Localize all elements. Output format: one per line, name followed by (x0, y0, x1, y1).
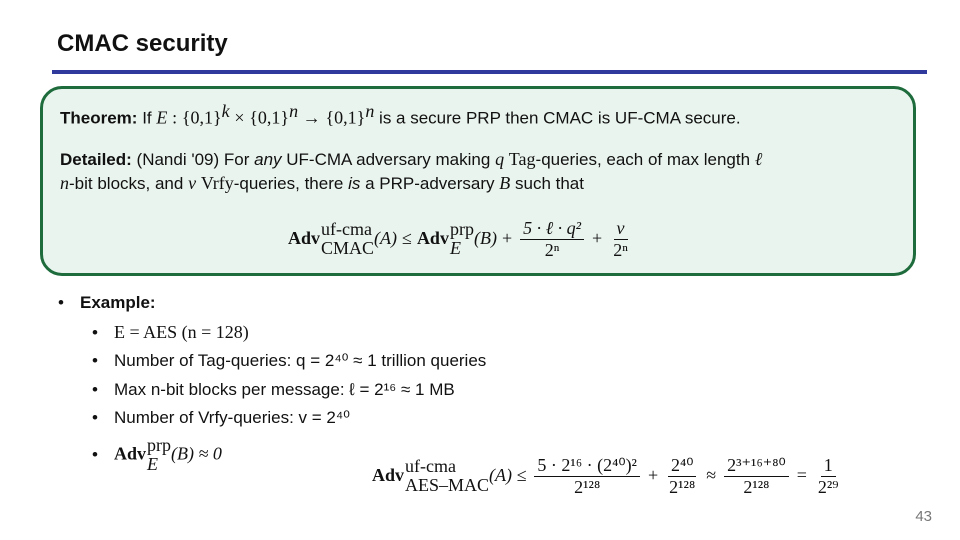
bullet: • (92, 351, 98, 370)
detailed-line-2 (60, 173, 584, 194)
theorem-E: E (156, 107, 168, 128)
example-item-2 (92, 351, 486, 371)
formula-sub-1: CMAC (321, 238, 375, 259)
example-item-5-sub: E (147, 454, 159, 475)
theorem-if: If (142, 108, 152, 128)
detailed-q: q (495, 149, 505, 169)
final-f2-num: 2⁴⁰ (668, 455, 697, 477)
theorem-domain-1: {0,1} (181, 107, 222, 128)
detailed-any: any (254, 150, 282, 169)
final-eq: = (796, 464, 807, 485)
theorem-arrow: → (302, 107, 321, 128)
final-adv: Adv (372, 464, 405, 485)
bullet: • (92, 323, 98, 342)
detailed-text2: UF-CMA adversary making (286, 150, 491, 169)
formula-frac1-num: 5 · ℓ · q² (520, 218, 584, 240)
example-item-3-text: Max n-bit blocks per message: ℓ = 2¹⁶ ≈ 1 MB (114, 380, 455, 399)
bullet: • (92, 408, 98, 427)
example-item-3 (92, 380, 455, 400)
example-item-4 (92, 408, 350, 428)
example-item-5 (92, 437, 222, 473)
slide-title: CMAC security (57, 30, 228, 57)
detailed-line-1 (60, 149, 762, 170)
detailed-label: Detailed: (60, 150, 132, 169)
page-number: 43 (915, 508, 932, 525)
formula-sub-2: E (449, 238, 461, 259)
example-item-5-supsub (147, 437, 171, 473)
theorem-statement: is a secure PRP then CMAC is UF-CMA secure. (379, 108, 741, 128)
detailed-text5: -queries, there (233, 174, 344, 193)
formula-adv-1: Adv (288, 227, 321, 248)
final-f1-num: 5 · 2¹⁶ · (2⁴⁰)² (534, 455, 640, 477)
formula-fraction-1 (520, 218, 584, 260)
theorem-times: × (234, 107, 245, 128)
final-approx: ≈ (706, 464, 717, 485)
example-heading: Example: (80, 293, 156, 312)
final-f1-den: 2¹²⁸ (574, 476, 601, 497)
final-sup: uf-cma (405, 456, 456, 477)
final-f4-den: 2²⁹ (817, 476, 839, 497)
final-equation (372, 455, 845, 497)
final-f2-den: 2¹²⁸ (669, 476, 696, 497)
final-fraction-4 (815, 455, 842, 497)
example-item-1-text: E = AES (n = 128) (114, 322, 249, 342)
theorem-k: k (221, 101, 230, 121)
theorem-colon: : (172, 107, 178, 128)
formula-frac2-num: v (614, 218, 628, 240)
final-plus: + (647, 464, 659, 485)
detailed-text7: such that (515, 174, 584, 193)
formula-plus-1: + (501, 227, 513, 248)
formula-frac2-den: 2ⁿ (613, 239, 628, 260)
example-item-5-adv: Adv (114, 443, 147, 464)
bullet: • (92, 380, 98, 399)
formula-adv-2: Adv (416, 227, 449, 248)
final-f3-den: 2¹²⁸ (743, 476, 770, 497)
formula-supsub-1 (321, 221, 374, 257)
formula-plus-2: + (592, 227, 603, 248)
detailed-n: n (60, 173, 69, 193)
formula-supsub-2 (450, 221, 474, 257)
final-supsub (405, 458, 489, 494)
detailed-text4: -bit blocks, and (69, 174, 184, 193)
formula-sup-2: prp (449, 219, 474, 240)
example-item-5-tail: (B) ≈ 0 (171, 443, 222, 464)
final-fraction-3 (724, 455, 789, 497)
detailed-vrfy: Vrfy (200, 173, 234, 193)
example-item-1 (92, 322, 249, 343)
detailed-v: v (188, 173, 197, 193)
detailed-tag: Tag (508, 149, 536, 169)
final-arg: (A) ≤ (489, 464, 527, 485)
final-f4-num: 1 (821, 455, 836, 477)
formula-arg-1: (A) (374, 227, 398, 248)
formula-sup-1: uf-cma (321, 219, 372, 240)
detailed-text1: (Nandi '09) For (136, 150, 250, 169)
final-sub: AES–MAC (405, 475, 490, 496)
theorem-domain-2: {0,1} (249, 107, 290, 128)
theorem-label: Theorem: (60, 108, 138, 128)
detailed-text3: -queries, each of max length (535, 150, 751, 169)
bullet: • (58, 293, 64, 312)
theorem-n-2: n (365, 101, 375, 121)
detailed-B: B (499, 173, 511, 193)
final-fraction-2 (666, 455, 698, 497)
title-underline (52, 70, 927, 74)
formula-frac1-den: 2ⁿ (544, 239, 560, 260)
example-heading-row (58, 293, 156, 313)
formula-arg-2: (B) (473, 227, 497, 248)
detailed-ell: ℓ (754, 149, 763, 169)
example-item-4-text: Number of Vrfy-queries: v = 2⁴⁰ (114, 408, 350, 427)
formula-fraction-2 (610, 218, 631, 260)
theorem-line (60, 101, 741, 129)
formula-leq: ≤ (402, 227, 412, 248)
detailed-is: is (348, 174, 361, 193)
example-item-5-sup: prp (147, 435, 172, 455)
theorem-formula (288, 218, 634, 260)
detailed-text6: a PRP-adversary (365, 174, 495, 193)
theorem-domain-3: {0,1} (325, 107, 366, 128)
final-f3-num: 2³⁺¹⁶⁺⁸⁰ (724, 455, 789, 477)
example-item-2-text: Number of Tag-queries: q = 2⁴⁰ ≈ 1 trillion queries (114, 351, 487, 370)
final-fraction-1 (534, 455, 640, 497)
bullet: • (92, 444, 98, 464)
theorem-n-1: n (289, 101, 299, 121)
